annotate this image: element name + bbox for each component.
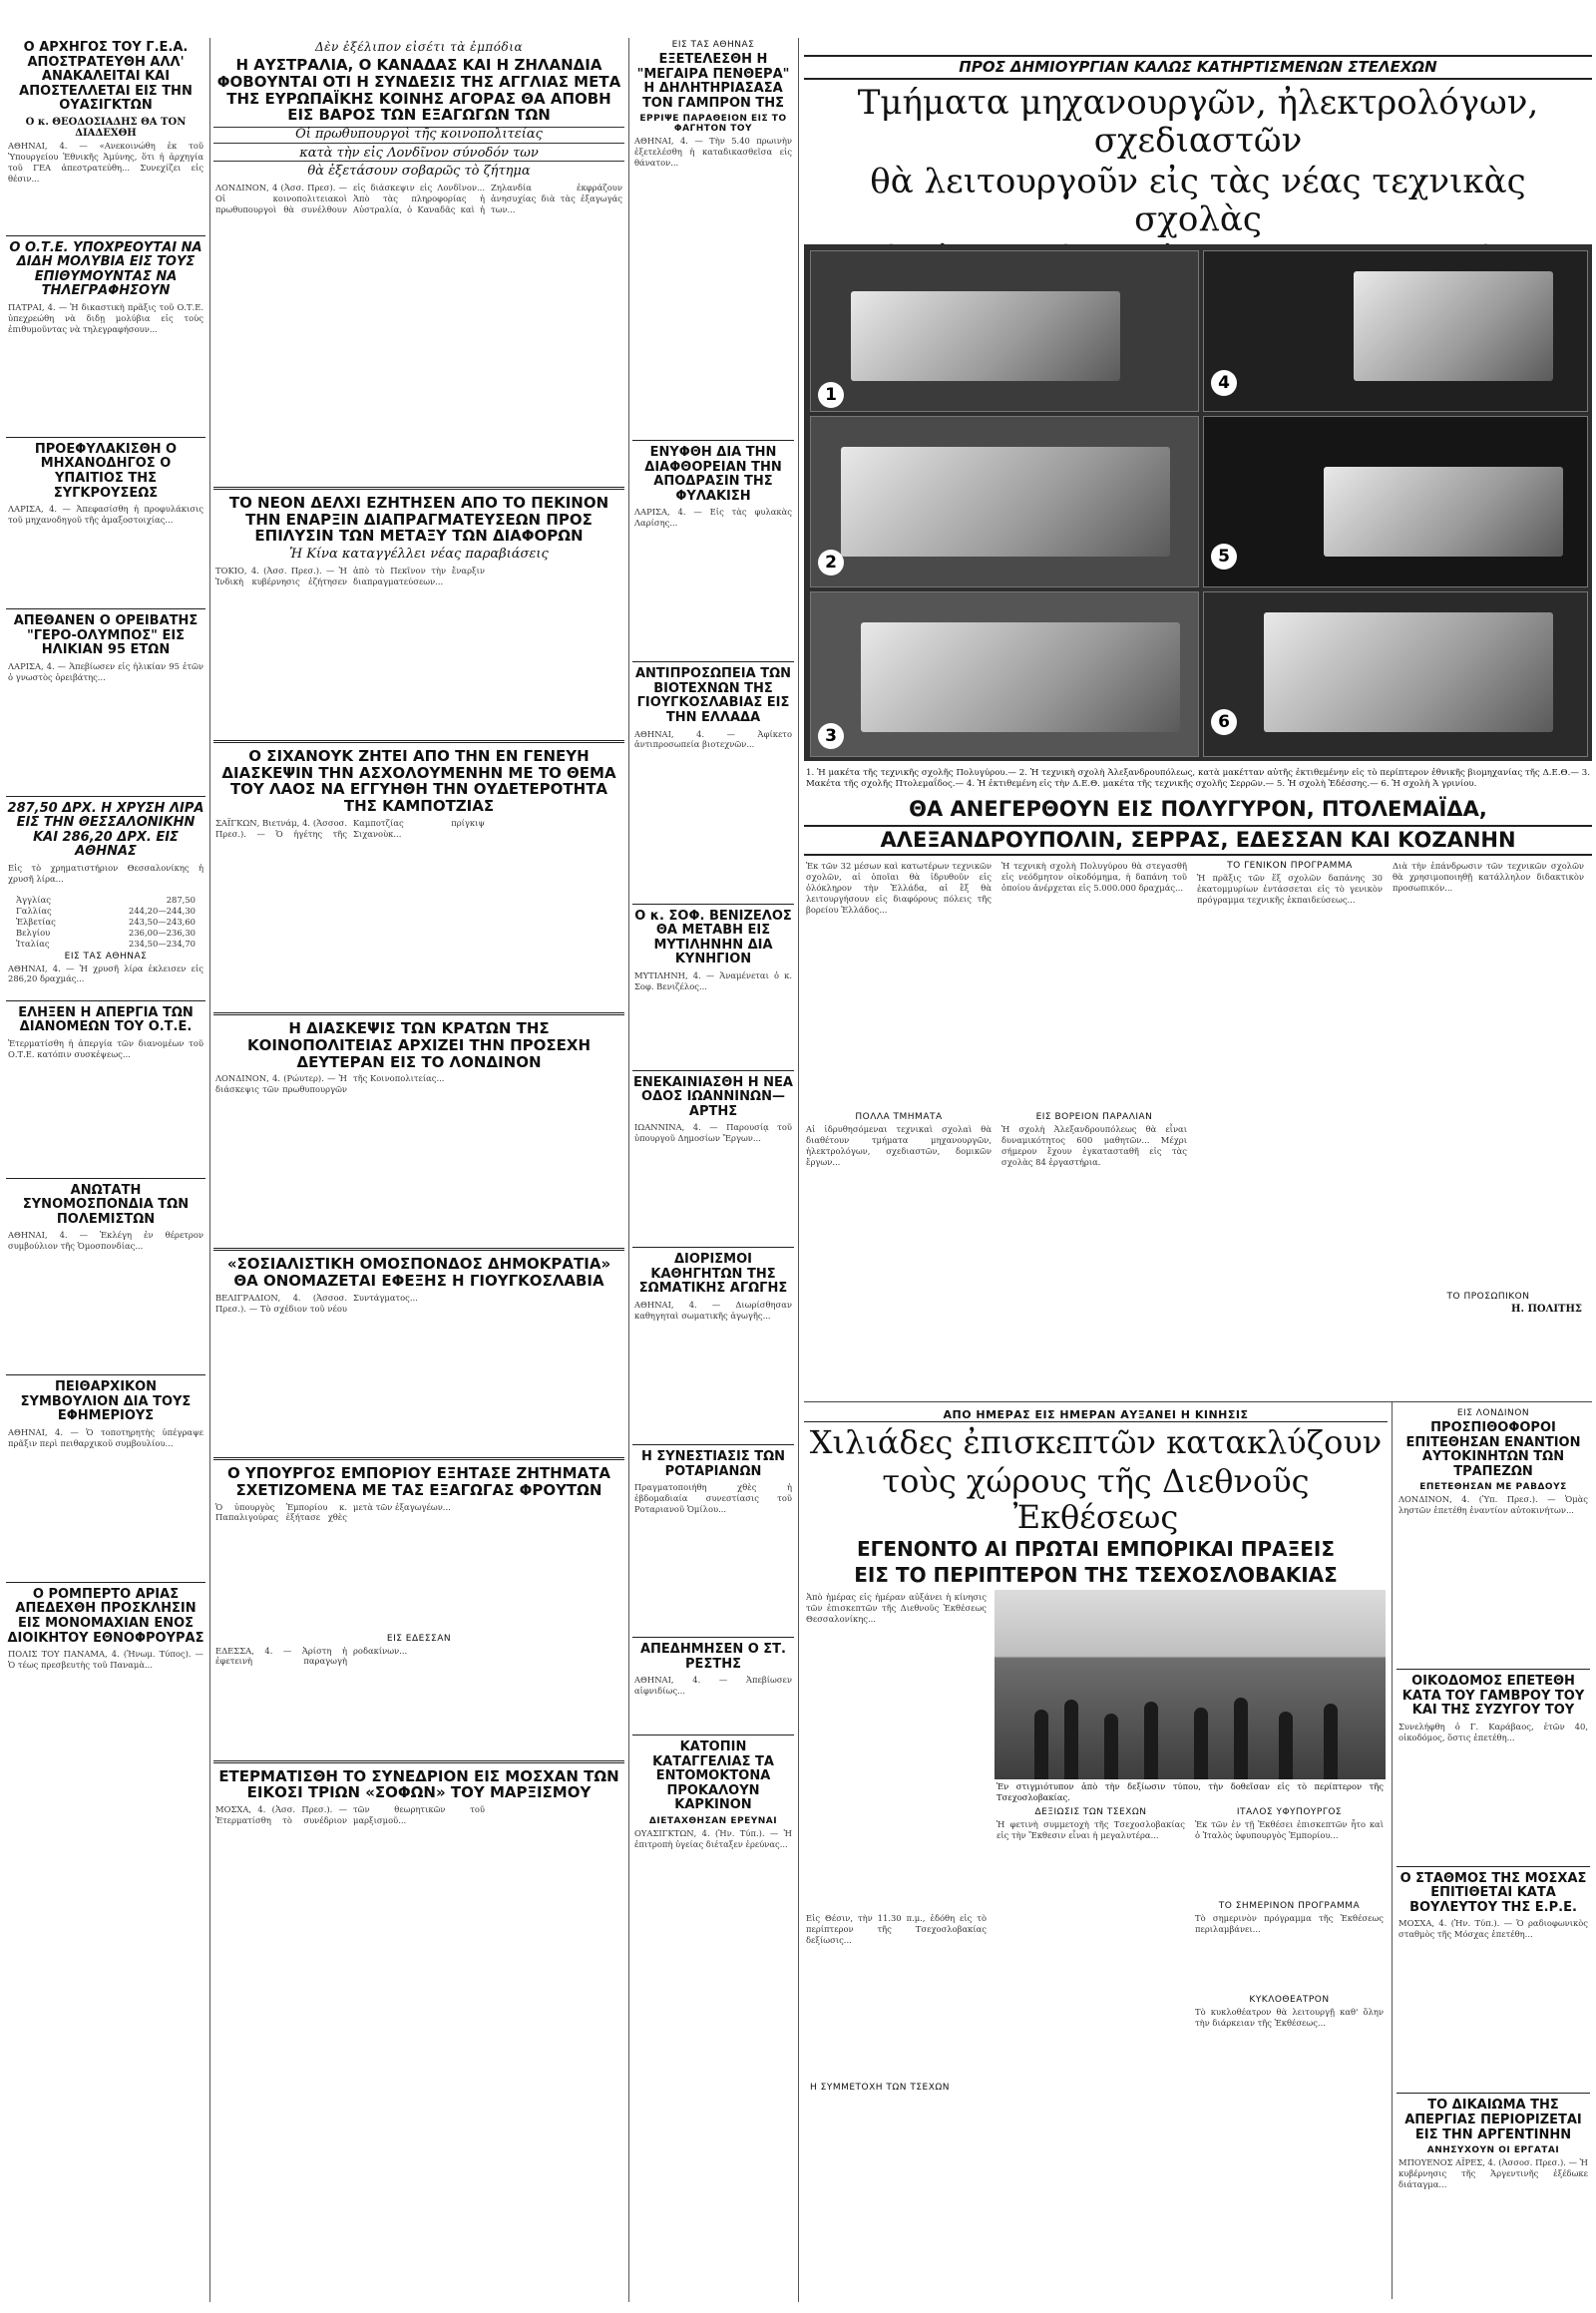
section-rule <box>804 1401 1592 1402</box>
divider <box>6 437 205 438</box>
price-value: 243,50—243,60 <box>129 916 196 927</box>
divider <box>213 1012 624 1015</box>
headline: ΕΛΗΞΕΝ Η ΑΠΕΡΓΙΑ ΤΩΝ ΔΙΑΝΟΜΕΩΝ ΤΟΥ Ο.Τ.Ε. <box>18 1004 194 1035</box>
byline: Η. ΠΟΛΙΤΗΣ <box>1511 1304 1582 1316</box>
headline: ΕΝΥΦΘΗ ΔΙΑ ΤΗΝ ΔΙΑΦΘΟΡΕΙΑΝ ΤΗΝ ΑΠΟΔΡΑΣΙΝ ΤΗΣ ΦΥΛΑΚΙΣΗ <box>644 445 782 504</box>
article-text: ΠΟΛΙΣ ΤΟΥ ΠΑΝΑΜΑ, 4. (Ἡνωμ. Τύπος). — Ὁ τέως πρεσβευτὴς τοῦ Παναμὰ... <box>8 1649 203 1671</box>
article-text: ΙΩΑΝΝΙΝΑ, 4. — Παρουσίᾳ τοῦ ὑπουργοῦ Δημοσίων Ἔργων... <box>634 1122 792 1144</box>
fair-columns <box>804 1590 1388 2081</box>
article-text: ΑΘΗΝΑΙ, 4. — Διωρίσθησαν καθηγηταὶ σωματικῆς ἀγωγῆς... <box>634 1300 792 1321</box>
currency-label: Ἀγγλίας <box>16 894 51 905</box>
model-panel <box>810 591 1199 757</box>
building-model <box>1354 271 1553 381</box>
feature-col <box>999 859 1189 1336</box>
divider <box>213 1760 624 1763</box>
section-label: ΕΙΣ ΛΟΝΔΙΝΟΝ <box>1456 1408 1530 1418</box>
price-value: 234,50—234,70 <box>129 938 196 949</box>
price-row <box>6 906 205 917</box>
article-text: ΑΘΗΝΑΙ, 4. — Τὴν 5.40 πρωινὴν ἐξετελέσθη ἡ καταδικασθεῖσα εἰς θάνατον... <box>634 136 792 169</box>
model-panel <box>810 250 1199 412</box>
fair-subheadline: ΕΓΕΝΟΝΤΟ ΑΙ ΠΡΩΤΑΙ ΕΜΠΟΡΙΚΑΙ ΠΡΑΞΕΙΣ <box>856 1537 1336 1562</box>
photo-number-badge: 5 <box>1211 544 1237 570</box>
article-text: Ἐκ τῶν ἐν τῇ Ἐκθέσει ἐπισκεπτῶν ἦτο καὶ ὁ Ἰταλὸς ὑφυπουργὸς Ἐμπορίου... <box>1195 1819 1384 1841</box>
section-label: ΠΟΛΛΑ ΤΜΗΜΑΤΑ <box>855 1112 943 1123</box>
headline: Ο Ο.Τ.Ε. ΥΠΟΧΡΕΟΥΤΑΙ ΝΑ ΔΙΔΗ ΜΟΛΥΒΙΑ ΕΙΣ ΤΟΥΣ ΕΠΙΘΥΜΟΥΝΤΑΣ ΝΑ ΤΗΛΕΓΡΑΦΗΣΟΥΝ <box>9 239 202 299</box>
subheadline: ΕΠΕΤΕΘΗΣΑΝ ΜΕ ΡΑΒΔΟΥΣ <box>1419 1482 1567 1493</box>
currency-label: Ἰταλίας <box>16 938 50 949</box>
headline: ΑΠΕΘΑΝΕΝ Ο ΟΡΕΙΒΑΤΗΣ "ΓΕΡΟ-ΟΛΥΜΠΟΣ" ΕΙΣ ΗΛΙΚΙΑΝ 95 ΕΤΩΝ <box>13 613 199 658</box>
figure <box>1064 1700 1078 1779</box>
article-text: ΜΟΣΧΑ, 4. (Ἠν. Τύπ.). — Ὁ ραδιοφωνικὸς σταθμὸς τῆς Μόσχας ἐπετέθη... <box>1398 1918 1588 1940</box>
divider <box>213 1248 624 1251</box>
feature-col <box>804 859 994 1336</box>
model-panel <box>810 416 1199 587</box>
column-1 <box>6 38 205 2302</box>
section-label: ΤΟ ΣΗΜΕΡΙΝΟΝ ΠΡΟΓΡΑΜΜΑ <box>1218 1901 1361 1912</box>
school-models-photo <box>804 244 1592 761</box>
article-text: Τὸ κυκλοθέατρον θὰ λειτουργῇ καθ' ὅλην τὴν διάρκειαν τῆς Ἐκθέσεως... <box>1195 2007 1384 2029</box>
building-model <box>1324 467 1563 557</box>
article-text: ΜΟΣΧΑ, 4. (Ἀσσ. Πρεσ.). — Ἐτερματίσθη τὸ συνέδριον τῶν θεωρητικῶν τοῦ μαρξισμοῦ... <box>215 1804 485 1826</box>
article-text: ΒΕΛΙΓΡΑΔΙΟΝ, 4. (Ἀσσοσ. Πρεσ.). — Τὸ σχέδιον τοῦ νέου Συντάγματος... <box>215 1292 418 1314</box>
headline: ΑΝΤΙΠΡΟΣΩΠΕΙΑ ΤΩΝ ΒΙΟΤΕΧΝΩΝ ΤΗΣ ΓΙΟΥΓΚΟΣΛΑΒΙΑΣ ΕΙΣ ΤΗΝ ΕΛΛΑΔΑ <box>634 666 792 726</box>
article-text: Ἡ τεχνικὴ σχολὴ Πολυγύρου θὰ στεγασθῆ εἰς νεόδμητον οἰκοδόμημα, ἡ δαπάνη τοῦ ὁποίου ἀνέρχεται εἰς 5.000.000 δραχμάς... <box>1001 861 1187 894</box>
subheadline: ΔΙΕΤΑΧΘΗΣΑΝ ΕΡΕΥΝΑΙ <box>648 1815 778 1826</box>
headline: ΔΙΟΡΙΣΜΟΙ ΚΑΘΗΓΗΤΩΝ ΤΗΣ ΣΩΜΑΤΙΚΗΣ ΑΓΩΓΗΣ <box>638 1252 788 1297</box>
subheadline: Ἡ Κίνα καταγγέλλει νέας παραβιάσεις <box>289 547 549 563</box>
article-text: Εἰς Θέσιν, τὴν 11.30 π.μ., ἐδόθη εἰς τὸ περίπτερον τῆς Τσεχοσλοβακίας δεξίωσις... <box>806 1913 987 1946</box>
article-text: ΑΘΗΝΑΙ, 4. — «Ανεκοινώθη ἐκ τοῦ Ὑπουργείου Ἐθνικῆς Ἀμύνης, ὅτι ἡ ἀρχηγία τοῦ ΓΕΑ ἀπεστρατεύθη... Συνεχίζει εἰς θέσιν... <box>8 140 203 184</box>
divider <box>6 796 205 797</box>
price-row <box>6 917 205 928</box>
divider <box>6 1374 205 1375</box>
kicker: ΑΠΟ ΗΜΕΡΑΣ ΕΙΣ ΗΜΕΡΑΝ ΑΥΞΑΝΕΙ Η ΚΙΝΗΣΙΣ <box>804 1408 1388 1422</box>
divider <box>632 1070 794 1071</box>
headline: Η ΣΥΝΕΣΤΙΑΣΙΣ ΤΩΝ ΡΟΤΑΡΙΑΝΩΝ <box>640 1449 786 1479</box>
photo-number-badge: 3 <box>818 723 844 749</box>
article-text: Διὰ τὴν ἐπάνδρωσιν τῶν τεχνικῶν σχολῶν θὰ χρησιμοποιηθῇ κατάλληλον διδακτικὸν προσωπικόν... <box>1393 861 1584 894</box>
banner-headline: ΠΡΟΣ ΔΗΜΙΟΥΡΓΙΑΝ ΚΑΛΩΣ ΚΑΤΗΡΤΙΣΜΕΝΩΝ ΣΤΕΛΕΧΩΝ <box>804 55 1592 80</box>
section-label: ΕΙΣ ΤΑΣ ΑΘΗΝΑΣ <box>64 951 148 962</box>
fair-col <box>1193 1805 1386 2081</box>
headline: ΕΤΕΡΜΑΤΙΣΘΗ ΤΟ ΣΥΝΕΔΡΙΟΝ ΕΙΣ ΜΟΣΧΑΝ ΤΩΝ ΕΙΚΟΣΙ ΤΡΙΩΝ «ΣΟΦΩΝ» ΤΟΥ ΜΑΡΞΙΣΜΟΥ <box>218 1766 619 1802</box>
divider <box>213 1457 624 1460</box>
divider <box>1396 1866 1590 1867</box>
subheadline: ΕΡΡΙΨΕ ΠΑΡΑΘΕΙΟΝ ΕΙΣ ΤΟ ΦΑΓΗΤΟΝ ΤΟΥ <box>639 114 787 135</box>
article-text: ΜΥΤΙΛΗΝΗ, 4. — Ἀναμένεται ὁ κ. Σοφ. Βενιζέλος... <box>634 969 792 991</box>
headline: Η ΑΥΣΤΡΑΛΙΑ, Ο ΚΑΝΑΔΑΣ ΚΑΙ Η ΖΗΛΑΝΔΙΑ ΦΟΒΟΥΝΤΑΙ ΟΤΙ Η ΣΥΝΔΕΣΙΣ ΤΗΣ ΑΓΓΛΙΑΣ ΜΕΤΑ ΤΗΣ ΕΥΡΩΠΑΪΚΗΣ ΚΟΙΝΗΣ ΑΓΟΡΑΣ ΘΑ ΑΠΟΒΗ ΕΙΣ ΒΑΡΟΣ ΤΩΝ ΕΞΑΓΩΓΩΝ ΤΩΝ <box>216 56 621 125</box>
feature-col <box>1195 859 1385 1336</box>
currency-label: Βελγίου <box>16 927 51 938</box>
article-text: ΑΘΗΝΑΙ, 4. — Ἀφίκετο ἀντιπροσωπεία βιοτεχνῶν... <box>634 728 792 750</box>
section-label: ΙΤΑΛΟΣ ΥΦΥΠΟΥΡΓΟΣ <box>1236 1807 1343 1818</box>
subheadline: θὰ ἐξετάσουν σοβαρῶς τὸ ζήτημα <box>307 164 531 180</box>
divider <box>632 661 794 662</box>
figure <box>1194 1708 1208 1779</box>
photo-caption: Ἐν στιγμιότυπον ἀπὸ τὴν δεξίωσιν τύπου, τὴν δοθεῖσαν εἰς τὸ περίπτερον τῆς Τσεχοσλοβακίας. <box>997 1781 1384 1803</box>
divider <box>6 608 205 609</box>
main-headline-line-2: θὰ λειτουργοῦν εἰς τὰς νέας τεχνικὰς σχολὰς <box>870 161 1526 240</box>
divider <box>632 1637 794 1638</box>
building-model <box>841 447 1170 557</box>
kicker: Δὲν ἐξέλιπον εἰσέτι τὰ ἐμπόδια <box>314 40 524 54</box>
price-row <box>6 928 205 939</box>
headline: «ΣΟΣΙΑΛΙΣΤΙΚΗ ΟΜΟΣΠΟΝΔΟΣ ΔΗΜΟΚΡΑΤΙΑ» ΘΑ ΟΝΟΜΑΖΕΤΑΙ ΕΦΕΞΗΣ Η ΓΙΟΥΓΚΟΣΛΑΒΙΑ <box>226 1255 611 1291</box>
photo-number-badge: 1 <box>818 382 844 408</box>
fair-subheadline: ΕΙΣ ΤΟ ΠΕΡΙΠΤΕΡΟΝ ΤΗΣ ΤΣΕΧΟΣΛΟΒΑΚΙΑΣ <box>854 1562 1338 1587</box>
article-text: Πραγματοποιήθη χθὲς ἡ ἑβδομαδιαία συνεστίασις τοῦ Ροταριανοῦ Ὁμίλου... <box>634 1482 792 1514</box>
price-row <box>6 895 205 906</box>
headline: ΠΕΙΘΑΡΧΙΚΟΝ ΣΥΜΒΟΥΛΙΟΝ ΔΙΑ ΤΟΥΣ ΕΦΗΜΕΡΙΟΥΣ <box>20 1379 192 1424</box>
subheadline: Ο κ. ΘΕΟΔΟΣΙΑΔΗΣ ΘΑ ΤΟΝ ΔΙΑΔΕΧΘΗ <box>25 116 187 139</box>
building-model <box>851 291 1120 381</box>
article-text: Ἡ πρᾶξις τῶν ἕξ σχολῶν δαπάνης 30 ἑκατομμυρίων ἐντάσσεται εἰς τὸ γενικὸν πρόγραμμα τεχνικῆς ἐκπαιδεύσεως... <box>1197 873 1383 906</box>
feature-col <box>1391 859 1586 1336</box>
article-text: ΤΟΚΙΟ, 4. (Ἀσσ. Πρεσ.). — Ἡ Ἰνδικὴ κυβέρνησις ἐζήτησεν ἀπὸ τὸ Πεκῖνον τὴν ἔναρξιν διαπραγματεύσεων... <box>215 565 485 586</box>
article-text: Εἰς τὸ χρηματιστήριον Θεσσαλονίκης ἡ χρυσῆ λίρα... <box>8 862 203 884</box>
divider <box>6 1582 205 1583</box>
article-text: ΣΑΪΓΚΩΝ, Βιετνάμ, 4. (Ἀσσοσ. Πρεσ.). — Ὁ ἡγέτης τῆς Καμποτζίας πρίγκιψ Σιχανοὺκ... <box>215 817 485 839</box>
headline: ΑΠΕΔΗΜΗΣΕΝ Ο ΣΤ. ΡΕΣΤΗΣ <box>639 1642 786 1672</box>
photo-caption: 1. Ἡ μακέτα τῆς τεχνικῆς σχολῆς Πολυγύρου.— 2. Ἡ τεχνικὴ σχολὴ Ἀλεξανδρουπόλεως, κατὰ μακέτταν αὐτῆς ἐκτιθεμένην εἰς τὸ περίπτερον ἐθνικῆς βιομηχανίας τῆς Δ.Ε.Θ.— 3. Μακέτα τῆς σχολῆς Πτολεμαΐδος.— 4. Ἡ ἐκτιθεμένη εἰς τὴν Δ.Ε.Θ. μακέτα τῆς τεχνικῆς σχολῆς Σερρῶν.— 5. Ἡ σχολὴ Ἐδέσσης.— 6. Ἡ σχολὴ Ἀ γρινίου. <box>806 768 1590 790</box>
section-label: ΤΟ ΠΡΟΣΩΠΙΚΟΝ <box>1446 1292 1530 1303</box>
model-panel <box>1203 591 1588 757</box>
currency-label: Γαλλίας <box>16 905 52 916</box>
divider <box>632 1444 794 1445</box>
article-text: Ἀπὸ ἡμέρας εἰς ἡμέραν αὐξάνει ἡ κίνησις τῶν ἐπισκεπτῶν τῆς Διεθνοῦς Ἐκθέσεως Θεσσαλονίκης... <box>806 1592 987 1625</box>
headline: ΤΟ ΝΕΟΝ ΔΕΛΧΙ ΕΖΗΤΗΣΕΝ ΑΠΟ ΤΟ ΠΕΚΙΝΟΝ ΤΗΝ ΕΝΑΡΞΙΝ ΔΙΑΠΡΑΓΜΑΤΕΥΣΕΩΝ ΠΡΟΣ ΕΠΙΛΥΣΙΝ ΤΩΝ ΜΕΤΑΞΥ ΤΩΝ ΔΙΑΦΟΡΩΝ <box>228 493 609 546</box>
fair-col <box>995 1805 1187 2081</box>
fair-story <box>804 1406 1388 2294</box>
article-text: Ὁ ὑπουργὸς Ἐμπορίου κ. Παπαλιγούρας ἐξήτασε χθὲς μετὰ τῶν ἐξαγωγέων... <box>215 1501 451 1523</box>
article-text: ΠΑΤΡΑΙ, 4. — Ἡ δικαστικὴ πρᾶξις τοῦ Ο.Τ.Ε. ὑπεχρεώθη νὰ διδῃ μολύβια εἰς τοὺς ἐπιθυμοῦντας νὰ τηλεγραφήσουν... <box>8 301 203 334</box>
photo-number-badge: 4 <box>1211 370 1237 396</box>
price-value: 244,20—244,30 <box>129 905 196 916</box>
gold-price-list <box>6 895 205 950</box>
currency-label: Ἑλβετίας <box>16 916 56 927</box>
article-text: Τὸ σημερινὸν πρόγραμμα τῆς Ἐκθέσεως περιλαμβάνει... <box>1195 1913 1384 1935</box>
column-rule <box>1392 1401 1393 2299</box>
section-label: ΕΙΣ ΤΑΣ ΑΘΗΝΑΣ <box>671 40 755 50</box>
headline: ΚΑΤΟΠΙΝ ΚΑΤΑΓΓΕΛΙΑΣ ΤΑ ΕΝΤΟΜΟΚΤΟΝΑ ΠΡΟΚΑΛΟΥΝ ΚΑΡΚΙΝΟΝ <box>652 1739 774 1813</box>
subheadline-line-2: ΑΛΕΞΑΝΔΡΟΥΠΟΛΙΝ, ΣΕΡΡΑΣ, ΕΔΕΣΣΑΝ ΚΑΙ ΚΟΖΑΝΗΝ <box>804 825 1592 857</box>
figure <box>1034 1710 1048 1779</box>
divider <box>6 1178 205 1179</box>
article-text: ΛΟΝΔΙΝΟΝ, 4. (Ρώυτερ). — Ἡ διάσκεψις τῶν πρωθυπουργῶν τῆς Κοινοπολιτείας... <box>215 1073 445 1095</box>
divider <box>213 487 624 490</box>
model-panel <box>1203 250 1588 412</box>
subheadline: ΑΝΗΣΥΧΟΥΝ ΟΙ ΕΡΓΑΤΑΙ <box>1426 2145 1560 2156</box>
figure <box>1144 1702 1158 1779</box>
fair-subcols <box>995 1805 1386 2081</box>
headline: 287,50 ΔΡΧ. Η ΧΡΥΣΗ ΛΙΡΑ ΕΙΣ ΤΗΝ ΘΕΣΣΑΛΟΝΙΚΗΝ ΚΑΙ 286,20 ΔΡΧ. ΕΙΣ ΑΘΗΝΑΣ <box>7 800 204 860</box>
article-text: ΛΟΝΔΙΝΟΝ, 4. (Ὑπ. Πρεσ.). — Ὁμὰς ληστῶν ἐπετέθη ἐναντίον αὐτοκινήτων... <box>1398 1494 1588 1516</box>
figure <box>1234 1698 1248 1779</box>
figure <box>1324 1704 1338 1779</box>
column-rule <box>628 38 629 2302</box>
price-value: 287,50 <box>166 894 196 905</box>
article-text: ΟΥΑΣΙΓΚΤΩΝ, 4. (Ἠν. Τύπ.). — Ἡ ἐπιτροπὴ ὑγείας διέταξεν ἐρεύνας... <box>634 1827 792 1849</box>
divider <box>632 1247 794 1248</box>
fair-col <box>804 1590 989 2081</box>
building-model <box>861 622 1180 732</box>
column-rule <box>798 38 799 2302</box>
section-label: ΚΥΚΛΟΘΕΑΤΡΟΝ <box>1249 1995 1330 2006</box>
figure <box>1104 1714 1118 1779</box>
column-6 <box>1396 1406 1590 2294</box>
headline: Ο κ. ΣΟΦ. ΒΕΝΙΖΕΛΟΣ ΘΑ ΜΕΤΑΒΗ ΕΙΣ ΜΥΤΙΛΗΝΗΝ ΔΙΑ ΚΥΝΗΓΙΟΝ <box>634 908 792 967</box>
price-value: 236,00—236,30 <box>129 927 196 938</box>
article-text: Ἐτερματίσθη ἡ ἀπεργία τῶν διανομέων τοῦ Ο.Τ.Ε. κατόπιν συσκέψεως... <box>8 1037 203 1059</box>
headline: ΟΙΚΟΔΟΜΟΣ ΕΠΕΤΕΘΗ ΚΑΤΑ ΤΟΥ ΓΑΜΒΡΟΥ ΤΟΥ ΚΑΙ ΤΗΣ ΣΥΖΥΓΟΥ ΤΟΥ <box>1401 1674 1585 1719</box>
article-text: Αἱ ἱδρυθησόμεναι τεχνικαὶ σχολαὶ θὰ διαθέτουν τμήματα μηχανουργῶν, ἠλεκτρολόγων, σχεδιαστῶν, δομικῶν ἔργων... <box>806 1124 992 1168</box>
headline: Ο ΣΙΧΑΝΟΥΚ ΖΗΤΕΙ ΑΠΟ ΤΗΝ ΕΝ ΓΕΝΕΥΗ ΔΙΑΣΚΕΨΙΝ ΤΗΝ ΑΣΧΟΛΟΥΜΕΝΗΝ ΜΕ ΤΟ ΘΕΜΑ ΤΟΥ ΛΑΟΣ ΝΑ ΕΓΓΥΗΘΗ ΤΗΝ ΟΥΔΕΤΕΡΟΤΗΤΑ ΤΗΣ ΚΑΜΠΟΤΖΙΑΣ <box>221 746 616 816</box>
article-text: Συνελήφθη ὁ Γ. Καράβαος, ἐτῶν 40, οἰκοδόμος, ὅστις ἐπετέθη... <box>1398 1721 1588 1742</box>
article-text: ΛΟΝΔΙΝΟΝ, 4 (Ἀσσ. Πρεσ). — Οἱ κοινοπολιτειακοὶ πρωθυπουργοὶ θὰ συνέλθουν εἰς διάσκεψιν εἰς Λονδῖνον... Ἀπὸ τὰς πληροφορίας ἡ Αὐστραλία, ὁ Καναδᾶς καὶ ἡ Ζηλανδία ἐκφράζουν ἀνησυχίας διὰ τὰς ἐξαγωγάς των... <box>215 182 622 214</box>
article-text: ΑΘΗΝΑΙ, 4. — Ἀπεβίωσεν αἰφνιδίως... <box>634 1675 792 1697</box>
feature-body <box>804 766 1592 1404</box>
article-text: ΑΘΗΝΑΙ, 4. — Ὁ τοποτηρητὴς ὑπέγραψε πρᾶξιν περὶ πειθαρχικοῦ συμβουλίου... <box>8 1426 203 1448</box>
building-model <box>1264 612 1553 732</box>
price-row <box>6 939 205 950</box>
fair-headline-line-1: Χιλιάδες ἐπισκεπτῶν κατακλύζουν <box>809 1423 1383 1461</box>
divider <box>1396 2093 1590 2094</box>
headline: ΕΞΕΤΕΛΕΣΘΗ Η "ΜΕΓΑΙΡΑ ΠΕΝΘΕΡΑ" Η ΔΗΛΗΤΗΡΙΑΣΑΣΑ ΤΟΝ ΓΑΜΠΡΟΝ ΤΗΣ <box>636 52 790 111</box>
main-headline-line-1: Τμήματα μηχανουργῶν, ἠλεκτρολόγων, σχεδιαστῶν <box>857 82 1539 161</box>
article-text: ΕΔΕΣΣΑ, 4. — Ἀρίστη ἡ ἐφετεινὴ παραγωγὴ ροδακίνων... <box>215 1645 408 1667</box>
fair-headline-line-2: τοὺς χώρους τῆς Διεθνοῦς Ἐκθέσεως <box>882 1461 1310 1536</box>
article-text: ΛΑΡΙΣΑ, 4. — Ἀπεβίωσεν εἰς ἡλικίαν 95 ἐτῶν ὁ γνωστὸς ὀρειβάτης... <box>8 660 203 682</box>
headline: ΑΝΩΤΑΤΗ ΣΥΝΟΜΟΣΠΟΝΔΙΑ ΤΩΝ ΠΟΛΕΜΙΣΤΩΝ <box>22 1182 190 1227</box>
divider <box>1396 1669 1590 1670</box>
article-text: Ἐκ τῶν 32 μέσων καὶ κατωτέρων τεχνικῶν σχολῶν, αἱ ὁποῖαι θὰ ἱδρυθοῦν εἰς ὁλόκληρον τὴν Ἑλλάδα, αἱ ἓξ θὰ λειτουργήσουν εἰς διαφόρους πόλεις τῆς βορείου Ἑλλάδος... <box>806 861 992 916</box>
headline: ΠΡΟΕΦΥΛΑΚΙΣΘΗ Ο ΜΗΧΑΝΟΔΗΓΟΣ Ο ΥΠΑΙΤΙΟΣ ΤΗΣ ΣΥΓΚΡΟΥΣΕΩΣ <box>34 441 178 501</box>
divider <box>6 235 205 236</box>
column-rule <box>209 38 210 2302</box>
article-text: ΑΘΗΝΑΙ, 4. — Ἡ χρυσῆ λίρα ἐκλεισεν εἰς 286,20 δραχμάς... <box>8 963 203 984</box>
headline: Η ΔΙΑΣΚΕΨΙΣ ΤΩΝ ΚΡΑΤΩΝ ΤΗΣ ΚΟΙΝΟΠΟΛΙΤΕΙΑΣ ΑΡΧΙΖΕΙ ΤΗΝ ΠΡΟΣΕΧΗ ΔΕΥΤΕΡΑΝ ΕΙΣ ΤΟ ΛΟΝΔΙΝΟΝ <box>246 1018 592 1071</box>
headline: Ο ΑΡΧΗΓΟΣ ΤΟΥ Γ.Ε.Α. ΑΠΟΣΤΡΑΤΕΥΘΗ ΑΛΛ' ΑΝΑΚΑΛΕΙΤΑΙ ΚΑΙ ΑΠΟΣΤΕΛΛΕΤΑΙ ΕΙΣ ΤΗΝ ΟΥΑΣΙΓΚΤΩΝ <box>19 40 193 114</box>
feature-columns <box>804 859 1592 1336</box>
section-label: ΤΟ ΓΕΝΙΚΟΝ ΠΡΟΓΡΑΜΜΑ <box>1227 861 1353 872</box>
subheadline: Οἱ πρωθυπουργοὶ τῆς κοινοπολιτείας <box>213 127 624 144</box>
article-text: ΛΑΡΙΣΑ, 4. — Ἀπεφασίσθη ἡ προφυλάκισις τοῦ μηχανοδηγοῦ τῆς ἀμαξοστοιχίας... <box>8 504 203 526</box>
fair-photo-block <box>995 1590 1386 2081</box>
article-text: Ἡ σχολὴ Ἀλεξανδρουπόλεως θὰ εἶναι δυναμικότητος 600 μαθητῶν... Μέχρι σήμερον ἔχουν ἐγκατασταθῆ εἰς τὰς σχολὰς 84 ἐργαστήρια. <box>1001 1124 1187 1168</box>
fair-reception-photo <box>995 1590 1386 1779</box>
headline: ΤΟ ΔΙΚΑΙΩΜΑ ΤΗΣ ΑΠΕΡΓΙΑΣ ΠΕΡΙΟΡΙΖΕΤΑΙ ΕΙΣ ΤΗΝ ΑΡΓΕΝΤΙΝΗΝ <box>1404 2098 1582 2142</box>
column-3 <box>632 38 794 2302</box>
subheadline: κατὰ τὴν εἰς Λονδῖνον σύνοδόν των <box>213 147 624 163</box>
divider <box>632 440 794 441</box>
headline: Ο ΣΤΑΘΜΟΣ ΤΗΣ ΜΟΣΧΑΣ ΕΠΙΤΙΘΕΤΑΙ ΚΑΤΑ ΒΟΥΛΕΥΤΟΥ ΤΗΣ Ε.Ρ.Ε. <box>1399 1870 1587 1915</box>
divider <box>213 740 624 743</box>
photo-number-badge: 6 <box>1211 709 1237 735</box>
article-text: ΛΑΡΙΣΑ, 4. — Εἰς τὰς φυλακὰς Λαρίσης... <box>634 507 792 529</box>
article-text: ΜΠΟΥΕΝΟΣ ΑΪΡΕΣ, 4. (Ἀσσοσ. Πρεσ.). — Ἡ κυβέρνησις τῆς Ἀργεντινῆς ἐξέδωκε διάταγμα... <box>1398 2157 1588 2189</box>
headline: ΠΡΟΣΠΙΘΟΦΟΡΟΙ ΕΠΙΤΕΘΗΣΑΝ ΕΝΑΝΤΙΟΝ ΑΥΤΟΚΙΝΗΤΩΝ ΤΩΝ ΤΡΑΠΕΖΩΝ <box>1405 1420 1581 1479</box>
divider <box>632 904 794 905</box>
article-text: Ἡ φετινὴ συμμετοχὴ τῆς Τσεχοσλοβακίας εἰς τὴν Ἔκθεσιν εἶναι ἡ μεγαλυτέρα... <box>997 1819 1185 1841</box>
section-label: ΔΕΞΙΩΣΙΣ ΤΩΝ ΤΣΕΧΩΝ <box>1034 1807 1147 1818</box>
article-text: ΑΘΗΝΑΙ, 4. — Ἐκλέγη ἐν θέρετρον συμβούλιον τῆς Ὁμοσπονδίας... <box>8 1230 203 1252</box>
subheadline-line-1: ΘΑ ΑΝΕΓΕΡΘΟΥΝ ΕΙΣ ΠΟΛΥΓΥΡΟΝ, ΠΤΟΛΕΜΑΪΔΑ, <box>909 797 1487 822</box>
divider <box>6 1000 205 1001</box>
model-panel <box>1203 416 1588 587</box>
photo-number-badge: 2 <box>818 550 844 576</box>
section-label: ΕΙΣ ΒΟΡΕΙΟΝ ΠΑΡΑΛΙΑΝ <box>1035 1112 1153 1123</box>
headline: Ο ΥΠΟΥΡΓΟΣ ΕΜΠΟΡΙΟΥ ΕΞΗΤΑΣΕ ΖΗΤΗΜΑΤΑ ΣΧΕΤΙΖΟΜΕΝΑ ΜΕ ΤΑΣ ΕΞΑΓΩΓΑΣ ΦΡΟΥΤΩΝ <box>226 1463 611 1499</box>
headline: ΕΝΕΚΑΙΝΙΑΣΘΗ Η ΝΕΑ ΟΔΟΣ ΙΩΑΝΝΙΝΩΝ—ΑΡΤΗΣ <box>633 1074 793 1119</box>
headline: Ο ΡΟΜΠΕΡΤΟ ΑΡΙΑΣ ΑΠΕΔΕΧΘΗ ΠΡΟΣΚΛΗΣΙΝ ΕΙΣ ΜΟΝΟΜΑΧΙΑΝ ΕΝΟΣ ΔΙΟΙΚΗΤΟΥ ΕΘΝΟΦΡΟΥΡΑΣ <box>7 1586 204 1646</box>
column-2 <box>213 38 624 2302</box>
figure <box>1279 1712 1293 1779</box>
section-label: ΕΙΣ ΕΔΕΣΣΑΝ <box>386 1633 452 1644</box>
section-label: Η ΣΥΜΜΕΤΟΧΗ ΤΩΝ ΤΣΕΧΩΝ <box>810 2083 951 2094</box>
